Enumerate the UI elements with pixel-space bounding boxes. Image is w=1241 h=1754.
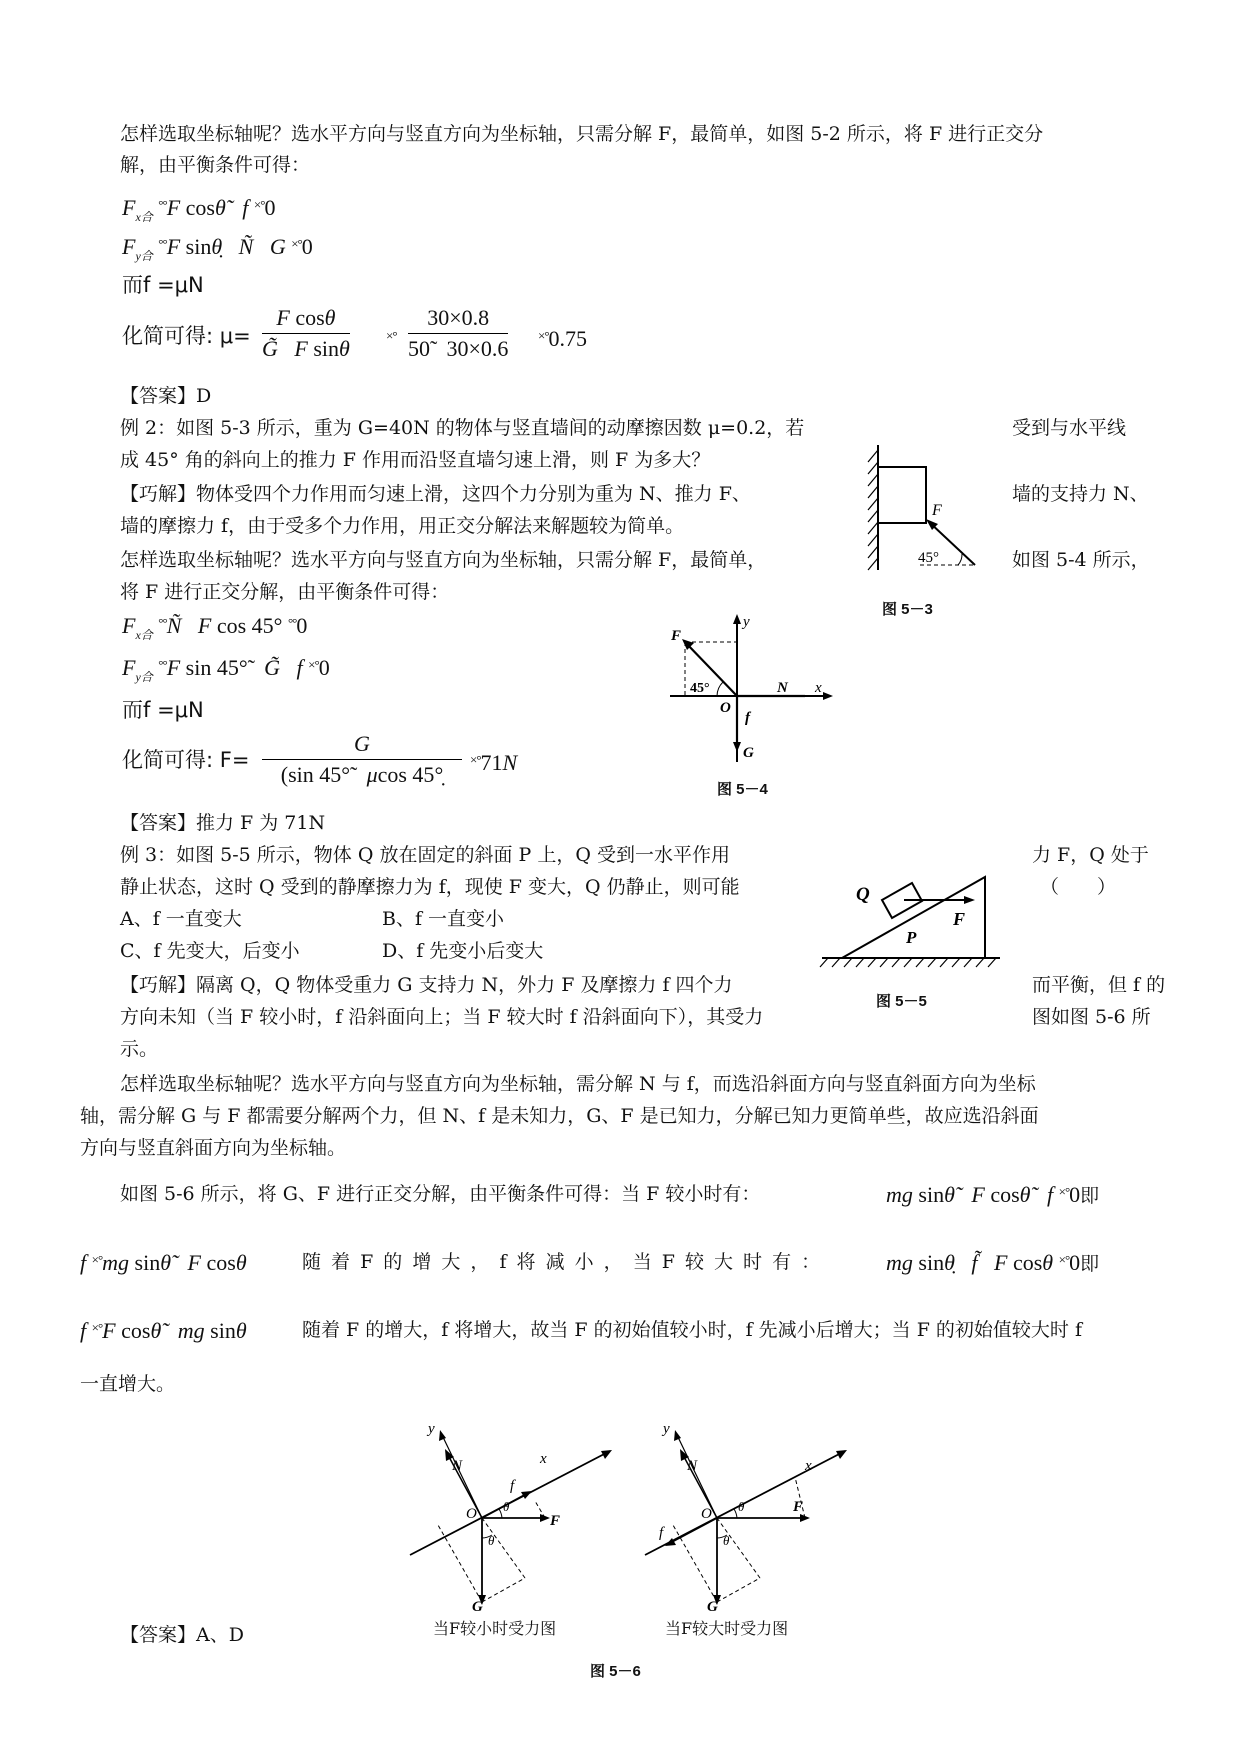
paragraph-line: 方向与竖直斜面方向为坐标轴。 (80, 1137, 347, 1159)
paragraph-line: 而平衡，但 f 的 (1032, 974, 1166, 996)
svg-text:f: f (659, 1525, 664, 1541)
figure-caption: 图 5－6 (590, 1663, 641, 1680)
svg-text:45°: 45° (690, 681, 710, 696)
svg-text:G: G (743, 745, 754, 761)
paragraph-line: 力 F，Q 处于 (1032, 844, 1149, 866)
angle-label: 45° (918, 550, 939, 566)
figure-5-6-left (410, 1415, 620, 1615)
paragraph-line: 随 着 F 的 增 大 ， f 将 减 小 ， 当 F 较 大 时 有 ： (302, 1251, 821, 1273)
svg-text:F: F (550, 1513, 561, 1529)
svg-text:x: x (815, 680, 822, 696)
paragraph-line: 例 3：如图 5-5 所示，物体 Q 放在固定的斜面 P 上，Q 受到一水平作用 (120, 844, 730, 866)
equation-line: 而f =μN (122, 273, 204, 297)
fraction: $\frac{30\times 0.8}{50̃ 30\times 0.6}$ (408, 305, 509, 361)
option-c: C、f 先变大，后变小 (120, 940, 300, 962)
inline-equation: mg sinθ̣ f̃ F cosθ ×°0即 (886, 1250, 1100, 1275)
block (878, 467, 926, 523)
svg-text:F: F (671, 628, 682, 644)
paragraph-line: 一直增大。 (80, 1373, 176, 1395)
result: ×°71N (470, 750, 518, 775)
option-b: B、f 一直变小 (382, 908, 505, 930)
svg-text:N: N (452, 1458, 463, 1474)
svg-text:x: x (805, 1458, 812, 1474)
svg-text:F: F (953, 909, 966, 929)
result: ×°0.75 (538, 326, 588, 351)
inline-equation: f ×°F cosθ̃ mg sinθ (80, 1318, 247, 1343)
equation-line: $F_{y合}$ °°F sin 45°̃ G̃ f ×°0 (122, 655, 330, 684)
paragraph-line: 图如图 5-6 所 (1032, 1006, 1151, 1028)
fraction: $\frac{\text{F cosθ}}{\text{G̃ F sinθ}}$ (262, 305, 350, 361)
figure-5-5 (820, 865, 1010, 985)
equation-prefix: 化简可得: F= (122, 748, 250, 772)
paragraph-line: 怎样选取坐标轴呢？选水平方向与竖直方向为坐标轴，只需分解 F，最简单，如图 5-2 所示，将 F 进行正交分 (120, 123, 1044, 145)
answer: 【答案】A、D (120, 1624, 244, 1646)
paragraph-line: 墙的支持力 N、 (1012, 483, 1149, 505)
svg-text:G: G (472, 1599, 483, 1615)
paragraph-line: 【巧解】隔离 Q，Q 物体受重力 G 支持力 N，外力 F 及摩擦力 f 四个力 (120, 974, 733, 996)
svg-text:θ: θ (723, 1533, 730, 1548)
figure-5-3 (860, 425, 1010, 585)
svg-text:x: x (540, 1451, 547, 1467)
paragraph-line: 【巧解】物体受四个力作用而匀速上滑，这四个力分别为重为 N、推力 F、 (120, 483, 751, 505)
paragraph-line: 成 45° 角的斜向上的推力 F 作用而沿竖直墙匀速上滑，则 F 为多大？ (120, 449, 711, 471)
svg-text:O: O (466, 1506, 477, 1522)
figure-subcaption: 当F较小时受力图 (433, 1619, 557, 1638)
svg-text:G: G (707, 1599, 718, 1615)
svg-text:θ: θ (488, 1533, 495, 1548)
equation-line: $F_{x合}$ °°F cosθ̃ f ×°0 (122, 195, 276, 224)
svg-text:P: P (906, 928, 917, 947)
option-a: A、f 一直变大 (120, 908, 242, 930)
paragraph-line: 墙的摩擦力 f，由于受多个力作用，用正交分解法来解题较为简单。 (120, 515, 685, 537)
paragraph-line: 如图 5-4 所示， (1012, 549, 1150, 571)
paragraph-line: 随着 F 的增大，f 将增大，故当 F 的初始值较小时，f 先减小后增大；当 F 的初始值较大时 f (302, 1319, 1083, 1341)
figure-5-4 (665, 612, 855, 767)
equation-line: $F_{y合}$ °°F sinθ̣ Ñ G ×°0 (122, 234, 313, 263)
paragraph-line: 解，由平衡条件可得： (120, 154, 311, 176)
equation-line: 而f =μN (122, 698, 204, 722)
equation-line: $F_{x合}$ °°Ñ F cos 45° °°0 (122, 613, 308, 642)
svg-text:O: O (701, 1506, 712, 1522)
paragraph-line: 如图 5-6 所示，将 G、F 进行正交分解，由平衡条件可得：当 F 较小时有： (120, 1183, 761, 1205)
svg-text:y: y (743, 614, 750, 630)
svg-text:θ: θ (503, 1499, 510, 1514)
svg-text:Q: Q (856, 884, 870, 905)
paragraph-line: 轴，需分解 G 与 F 都需要分解两个力，但 N、f 是未知力，G、F 是已知力，分解已知力更简单些，故应选沿斜面 (80, 1105, 1039, 1127)
paragraph-line: 受到与水平线 (1012, 417, 1127, 439)
svg-text:f: f (510, 1478, 515, 1494)
svg-text:θ: θ (738, 1499, 745, 1514)
figure-subcaption: 当F较大时受力图 (665, 1619, 789, 1638)
paragraph-line: 将 F 进行正交分解，由平衡条件可得： (120, 581, 450, 603)
figure-caption: 图 5－4 (717, 781, 768, 798)
svg-text:f: f (745, 710, 750, 726)
svg-text:y: y (663, 1421, 670, 1437)
answer: 【答案】D (120, 385, 212, 407)
answer: 【答案】推力 F 为 71N (120, 812, 326, 834)
paragraph-line: 示。 (120, 1038, 159, 1060)
svg-text:N: N (687, 1458, 698, 1474)
paragraph-line: 怎样选取坐标轴呢？选水平方向与竖直方向为坐标轴，只需分解 F，最简单， (120, 549, 767, 571)
equation-prefix: 化简可得: μ= (122, 324, 251, 348)
inline-equation: mg sinθ̃ F cosθ̃ f ×°0即 (886, 1182, 1100, 1207)
paragraph-line: 方向未知（当 F 较小时，f 沿斜面向上；当 F 较大时 f 沿斜面向下），其受力 (120, 1006, 764, 1028)
figure-caption: 图 5－3 (882, 601, 933, 618)
paragraph-line: 静止状态，这时 Q 受到的静摩擦力为 f，现使 F 变大，Q 仍静止，则可能 (120, 876, 740, 898)
figure-caption: 图 5－5 (876, 993, 927, 1010)
inline-equation: f ×°mg sinθ̃ F cosθ (80, 1250, 247, 1275)
force-label: F (932, 502, 942, 519)
paragraph-line: 例 2：如图 5-3 所示，重为 G=40N 的物体与竖直墙间的动摩擦因数 μ=0.2，若 (120, 417, 805, 439)
paragraph-line: （ ） (1040, 876, 1117, 898)
option-d: D、f 先变小后变大 (382, 940, 544, 962)
svg-text:y: y (428, 1421, 435, 1437)
svg-text:O: O (720, 700, 731, 716)
equals-glyph: ×° (386, 328, 397, 343)
paragraph-line: 怎样选取坐标轴呢？选水平方向与竖直方向为坐标轴，需分解 N 与 f，而选沿斜面方向与竖直斜面方向为坐标 (120, 1073, 1036, 1095)
figure-5-6-right (645, 1415, 855, 1615)
svg-text:N: N (777, 680, 788, 696)
svg-text:F: F (793, 1499, 804, 1515)
fraction: $\frac{G}{(\sin 45^\circ̃ \mu\cos 45^\circ̣}$ (262, 731, 462, 788)
